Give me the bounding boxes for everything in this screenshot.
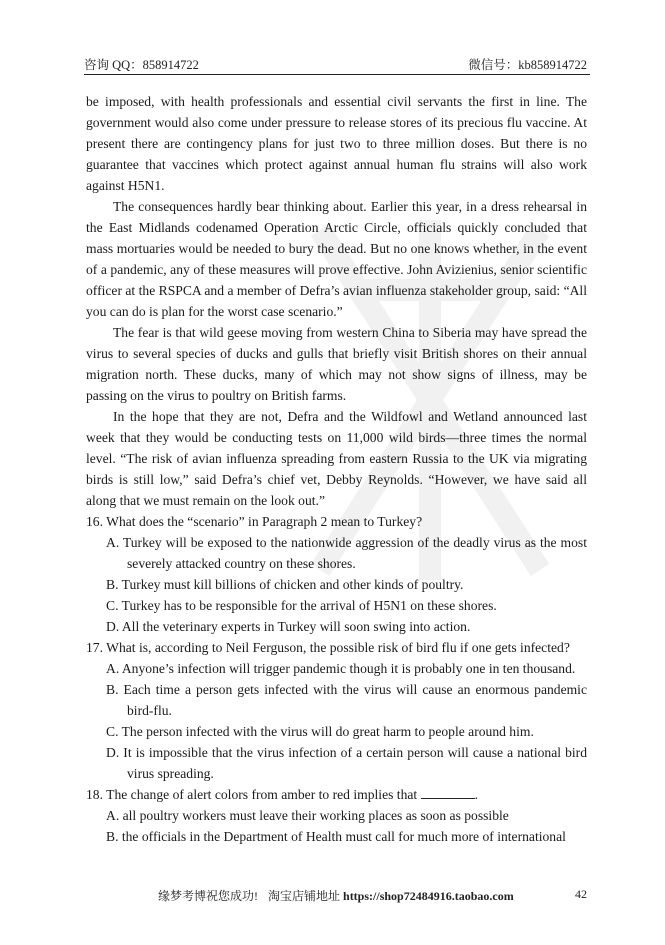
question-stem-text: 18. The change of alert colors from amber to red implies that xyxy=(86,787,418,802)
passage-paragraph: The consequences hardly bear thinking about. Earlier this year, in a dress rehearsal in the East Midlands codenamed Operation Arctic Circle, officials quickly concluded that mass mortuaries would be needed to bury the dead. But no one knows whether, in the event of a pandemic, any of these measures will prove effective. John Avizienius, senior scientific officer at the RSPCA and a member of Defra’s avian influenza stakeholder group, said: “All you can do is plan for the worst case scenario.” xyxy=(86,199,587,319)
header-divider xyxy=(84,74,590,75)
footer-shop xyxy=(268,887,514,904)
header-contact-wechat: 微信号：kb858914722 xyxy=(468,58,587,72)
passage-paragraph: In the hope that they are not, Defra and the Wildfowl and Wetland announced last week that they would be conducting tests on 11,000 wild birds—three times the normal level. “The risk of avian influenza spreading from eastern Russia to the UK via migrating birds is still low,” said Defra’s chief vet, Debby Reynolds. “However, we have said all along that we must remain on the look out.” xyxy=(86,409,587,508)
question-stem-end: . xyxy=(474,787,478,802)
page-number: 42 xyxy=(575,887,587,901)
question-stem xyxy=(86,784,587,805)
question-option: B. the officials in the Department of Health must call for much more of international xyxy=(106,829,566,844)
footer-slogan: 缘梦考博祝您成功! xyxy=(158,889,258,903)
question-16 xyxy=(86,511,587,637)
question-stem: 16. What does the “scenario” in Paragraph 2 mean to Turkey? xyxy=(86,514,423,529)
footer-shop-url[interactable]: https://shop72484916.taobao.com xyxy=(343,889,514,903)
question-option: A. Turkey will be exposed to the nationwide aggression of the deadly virus as the most severely attacked country on these shores. xyxy=(106,535,587,571)
question-option: C. The person infected with the virus will do great harm to people around him. xyxy=(106,724,534,739)
question-option: C. Turkey has to be responsible for the arrival of H5N1 on these shores. xyxy=(106,598,497,613)
question-option: B. Turkey must kill billions of chicken and other kinds of poultry. xyxy=(106,577,464,592)
footer-shop-label: 淘宝店铺地址 xyxy=(268,889,341,903)
question-option: D. All the veterinary experts in Turkey will soon swing into action. xyxy=(106,619,471,634)
question-18 xyxy=(86,784,587,847)
question-option: A. Anyone’s infection will trigger pandemic though it is probably one in ten thousand. xyxy=(106,661,576,676)
question-stem: 17. What is, according to Neil Ferguson, the possible risk of bird flu if one gets infected? xyxy=(86,640,570,655)
page-header xyxy=(84,55,587,73)
passage-paragraph: be imposed, with health professionals and essential civil servants the first in line. The government would also come under pressure to release stores of its precious flu vaccine. At present there are contingency plans for just two to three million doses. But there is no guarantee that vaccines which protect against annual human flu strains will also work against H5N1. xyxy=(86,94,587,193)
question-option: D. It is impossible that the virus infection of a certain person will cause a national bird virus spreading. xyxy=(106,745,587,781)
question-option: A. all poultry workers must leave their working places as soon as possible xyxy=(106,808,509,823)
question-option: B. Each time a person gets infected with the virus will cause an enormous pandemic bird-flu. xyxy=(106,682,587,718)
passage-paragraph: The fear is that wild geese moving from western China to Siberia may have spread the virus to several species of ducks and gulls that briefly visit British shores on their annual migration north. These ducks, many of which may not show signs of illness, may be passing on the virus to poultry on British farms. xyxy=(86,325,587,403)
header-contact-qq: 咨询 QQ：858914722 xyxy=(84,58,199,72)
question-17 xyxy=(86,637,587,784)
document-body xyxy=(86,91,587,847)
answer-blank xyxy=(421,786,475,799)
